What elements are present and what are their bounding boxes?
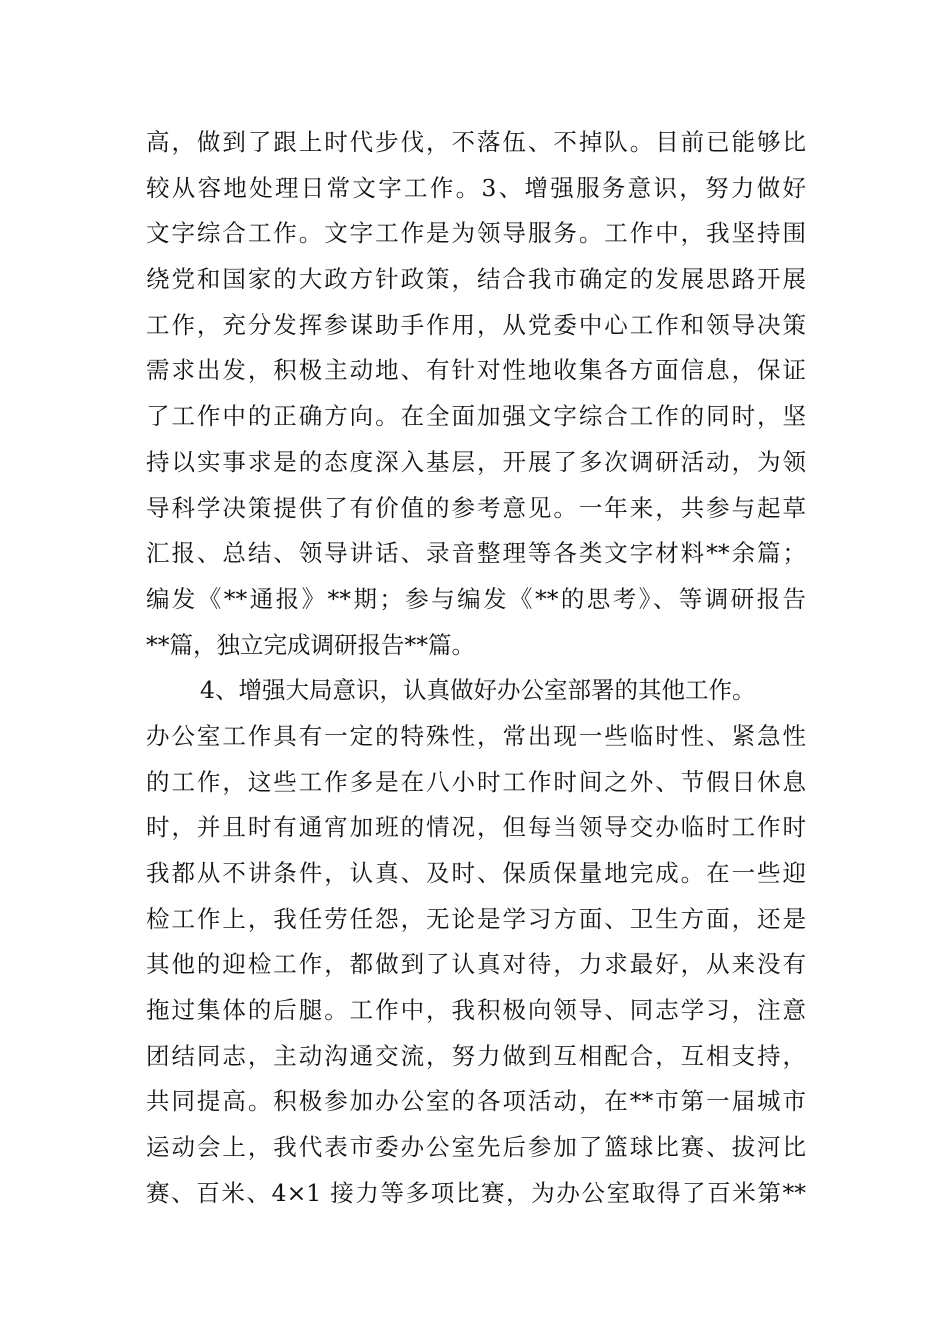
text-line: 工作，充分发挥参谋助手作用，从党委中心工作和领导决策 (146, 310, 806, 339)
paragraph-1 (146, 120, 806, 668)
text-line: 高，做到了跟上时代步伐，不落伍、不掉队。目前已能够比 (146, 128, 806, 156)
text-line: 编发《**通报》**期；参与编发《**的思考》、等调研报告 (146, 584, 806, 613)
text-line: 其他的迎检工作，都做到了认真对待，力求最好，从来没有 (146, 950, 806, 979)
paragraph-heading-line: 4、增强大局意识，认真做好办公室部署的其他工作。 (200, 676, 756, 705)
text-line: 时，并且时有通宵加班的情况，但每当领导交办临时工作时 (146, 813, 806, 842)
text-line: 持以实事求是的态度深入基层，开展了多次调研活动，为领 (146, 447, 806, 476)
text-line: 导科学决策提供了有价值的参考意见。一年来，共参与起草 (146, 493, 806, 522)
text-line: 我都从不讲条件，认真、及时、保质保量地完成。在一些迎 (146, 859, 806, 887)
text-line: 的工作，这些工作多是在八小时工作时间之外、节假日休息 (146, 767, 806, 796)
text-line: 检工作上，我任劳任怨，无论是学习方面、卫生方面，还是 (146, 904, 806, 933)
text-line: 文字综合工作。文字工作是为领导服务。工作中，我坚持围 (146, 219, 806, 248)
paragraph-2 (146, 668, 806, 1216)
text-line: **篇，独立完成调研报告**篇。 (146, 630, 475, 659)
text-line: 共同提高。积极参加办公室的各项活动，在**市第一届城市 (146, 1087, 806, 1116)
document-body (146, 120, 806, 1217)
text-line: 办公室工作具有一定的特殊性，常出现一些临时性、紧急性 (146, 721, 806, 750)
text-line: 绕党和国家的大政方针政策，结合我市确定的发展思路开展 (146, 265, 806, 294)
text-line: 团结同志，主动沟通交流，努力做到互相配合，互相支持， (146, 1041, 806, 1070)
text-line: 了工作中的正确方向。在全面加强文字综合工作的同时，坚 (146, 402, 806, 431)
text-line: 运动会上，我代表市委办公室先后参加了篮球比赛、拔河比 (146, 1133, 806, 1162)
text-line: 较从容地处理日常文字工作。3、增强服务意识，努力做好 (146, 173, 806, 202)
text-line: 需求出发，积极主动地、有针对性地收集各方面信息，保证 (146, 356, 806, 385)
text-line: 拖过集体的后腿。工作中，我积极向领导、同志学习，注意 (146, 996, 806, 1025)
text-line: 汇报、总结、领导讲话、录音整理等各类文字材料**余篇； (146, 539, 806, 568)
text-line: 赛、百米、4×1 接力等多项比赛，为办公室取得了百米第** (146, 1178, 806, 1207)
